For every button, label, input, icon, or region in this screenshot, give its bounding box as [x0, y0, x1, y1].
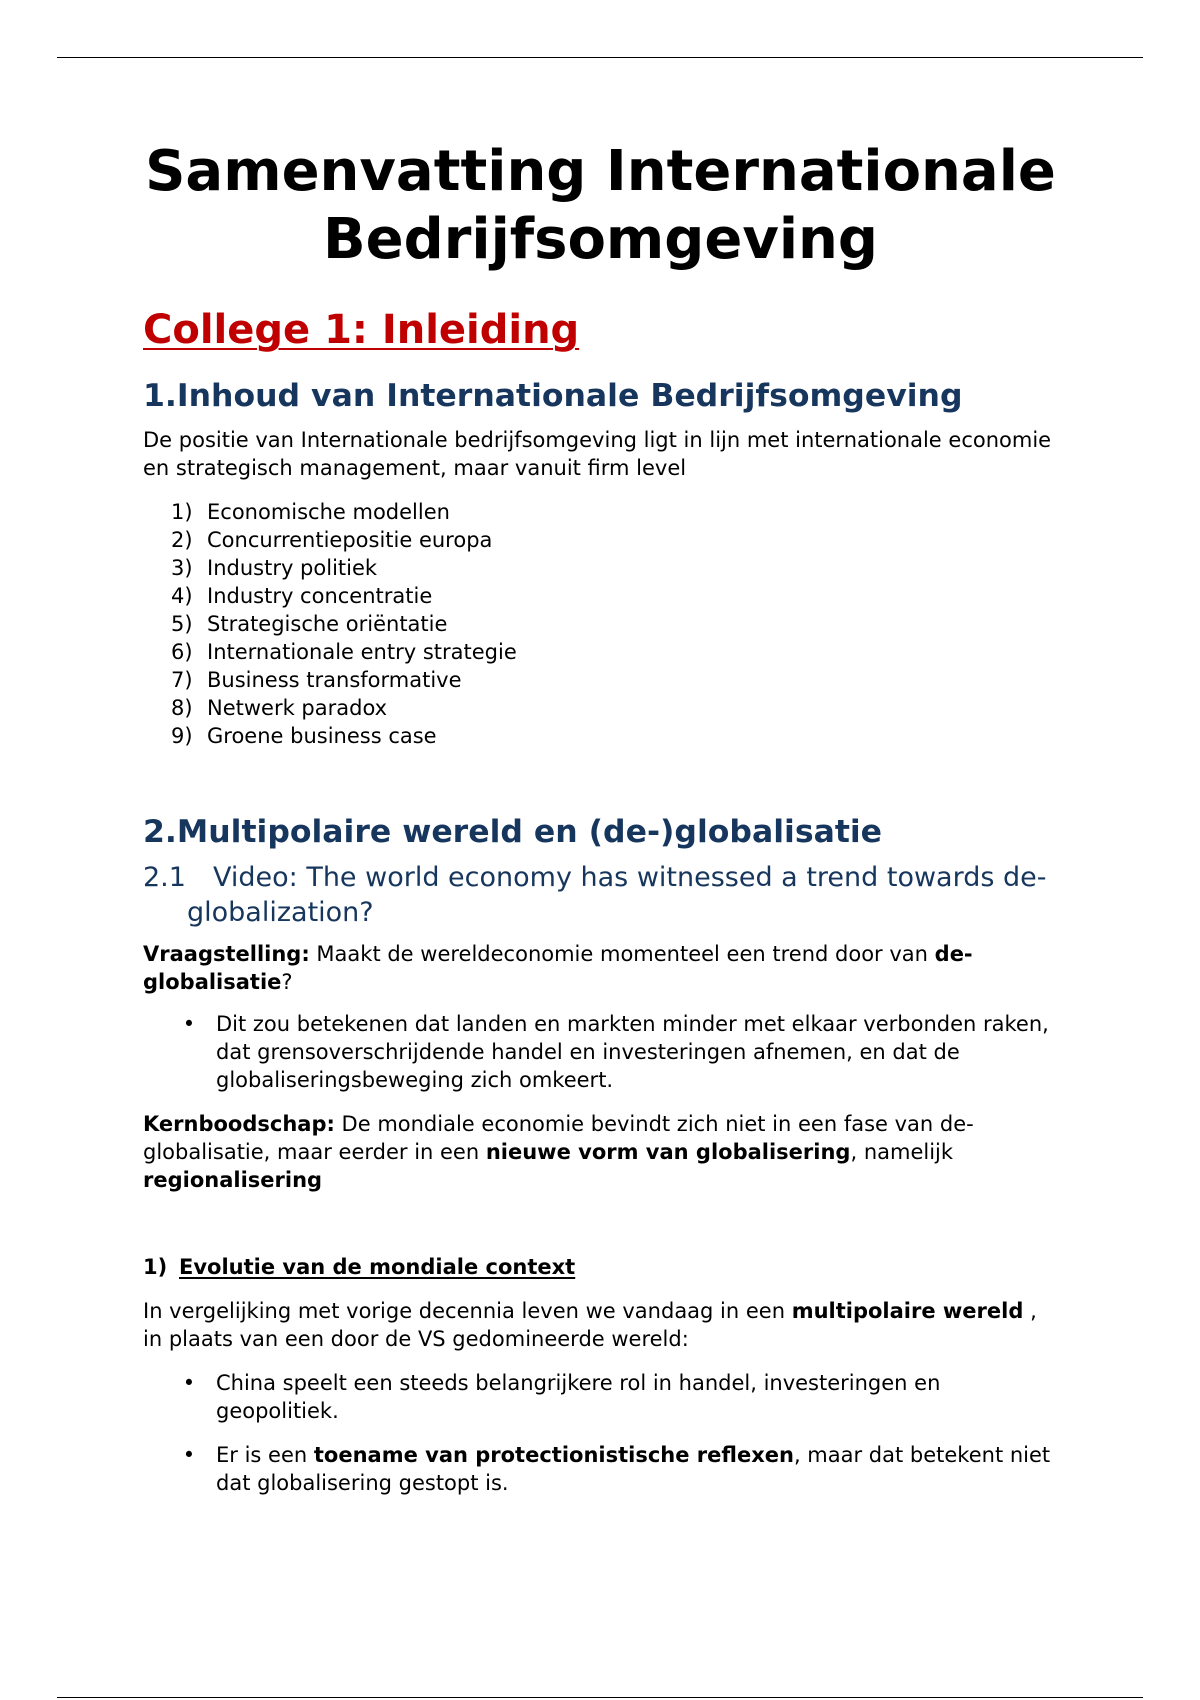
list-item: 6) Internationale entry strategie	[171, 640, 517, 664]
bullet-icon: •	[182, 1371, 196, 1395]
list-item: • Dit zou betekenen dat landen en markten minder met elkaar verbonden raken, dat grensoverschrijdende handel en investeringen afnemen, en dat de globaliseringsbeweging zich omkeert.	[143, 1010, 1058, 1094]
section-1-intro: De positie van Internationale bedrijfsomgeving ligt in lijn met internationale economie en strategisch management, maar vanuit firm level	[143, 428, 1052, 480]
list-item: 2) Concurrentiepositie europa	[171, 528, 493, 552]
chapter-heading: College 1: Inleiding	[143, 307, 580, 353]
core-label: Kernboodschap:	[143, 1112, 335, 1136]
document-title	[143, 138, 1058, 274]
core-message-paragraph: Kernboodschap: De mondiale economie bevindt zich niet in een fase van de-globalisatie, maar eerder in een nieuwe vorm van globalisering, namelijk regionalisering	[143, 1112, 974, 1192]
question-paragraph: Vraagstelling: Maakt de wereldeconomie momenteel een trend door van de-globalisatie?	[143, 942, 973, 994]
section-1-heading	[143, 376, 1058, 416]
top-rule	[57, 57, 1143, 58]
document-page	[143, 138, 1058, 1497]
list-item: 9) Groene business case	[171, 724, 437, 748]
bottom-rule	[57, 1697, 1143, 1698]
topic-list	[143, 498, 1058, 750]
list-item: 1) Economische modellen	[171, 500, 450, 524]
section-2-number: 2.	[143, 814, 177, 850]
list-item: 4) Industry concentratie	[171, 584, 433, 608]
list-item: 5) Strategische oriëntatie	[171, 612, 448, 636]
subsection-2-1-title: Video: The world economy has witnessed a trend towards de-globalization?	[187, 862, 1047, 928]
bullet-icon: •	[182, 1443, 196, 1467]
list-item: • China speelt een steeds belangrijkere rol in handel, investeringen en geopolitiek.	[143, 1369, 1058, 1425]
list-item: 3) Industry politiek	[171, 556, 378, 580]
title-line-1: Samenvatting Internationale	[145, 139, 1056, 204]
question-label: Vraagstelling:	[143, 942, 310, 966]
title-line-2: Bedrijfsomgeving	[323, 207, 878, 272]
list-item: • Er is een toename van protectionistische reflexen, maar dat betekent niet dat globalisering gestopt is.	[143, 1441, 1058, 1497]
section-1-title: Inhoud van Internationale Bedrijfsomgeving	[176, 378, 963, 414]
question-bullets	[143, 1010, 1058, 1094]
list-item: 8) Netwerk paradox	[171, 696, 388, 720]
evolution-bullets	[143, 1369, 1058, 1497]
bullet-icon: •	[182, 1012, 196, 1036]
section-1-number: 1.	[143, 378, 177, 414]
section-2-title: Multipolaire wereld en (de-)globalisatie	[176, 814, 883, 850]
list-item: 7) Business transformative	[171, 668, 462, 692]
section-2-heading	[143, 812, 1058, 852]
subsection-2-1-heading	[143, 860, 1058, 930]
evolution-paragraph: In vergelijking met vorige decennia leven we vandaag in een multipolaire wereld , in plaats van een door de VS gedomineerde wereld:	[143, 1299, 1037, 1351]
subsection-2-1-number: 2.1	[143, 862, 186, 893]
subheading-evolution: 1) Evolutie van de mondiale context	[143, 1255, 576, 1279]
